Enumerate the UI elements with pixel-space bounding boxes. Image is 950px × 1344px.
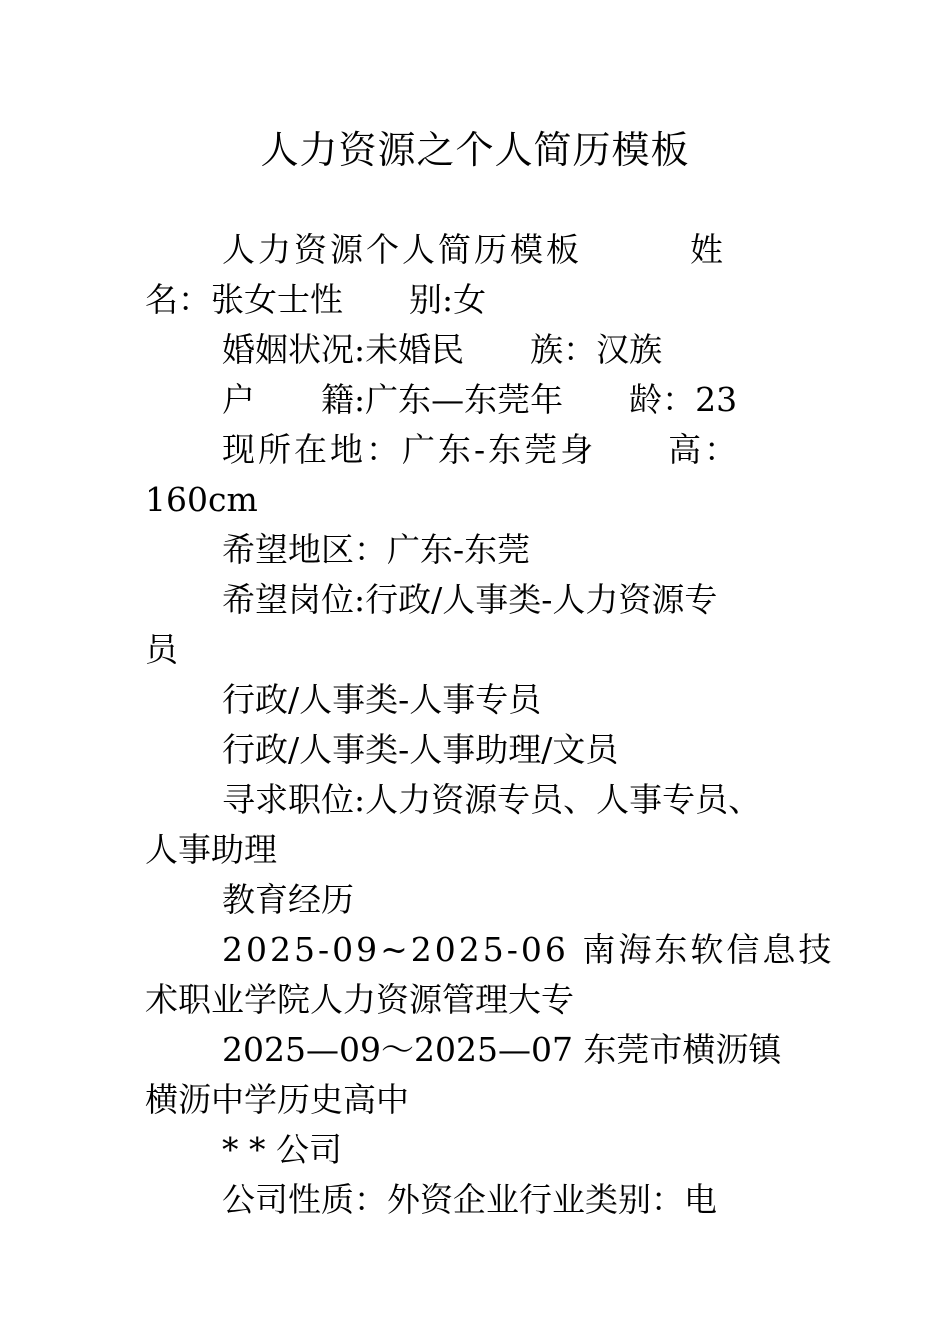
body-line: 2025—09～2025—07 东莞市横沥镇: [222, 1030, 782, 1069]
body-line: 2025-09~2025-06 南海东软信息技: [222, 930, 835, 969]
body-line: 希望地区：广东-东莞: [222, 530, 531, 569]
body-line: 户 籍:广东—东莞年 龄：23: [222, 380, 738, 419]
body-line: 员: [145, 630, 178, 669]
body-line: 术职业学院人力资源管理大专: [145, 980, 574, 1019]
body-line: 行政/人事类-人事专员: [222, 680, 542, 719]
body-line: 现所在地：广东-东莞身 高：: [222, 430, 741, 469]
body-line: 名：张女士性 别:女: [145, 280, 487, 319]
body-line: 希望岗位:行政/人事类-人力资源专: [222, 580, 718, 619]
body-line: 行政/人事类-人事助理/文员: [222, 730, 619, 769]
body-line: 160cm: [145, 480, 258, 519]
document-title: 人力资源之个人简历模板: [260, 128, 690, 172]
body-line: 人力资源个人简历模板 姓: [222, 230, 726, 269]
body-line: 公司性质：外资企业行业类别：电: [222, 1180, 717, 1219]
body-line: 横沥中学历史高中: [145, 1080, 409, 1119]
body-line: * * 公司: [222, 1130, 342, 1169]
body-line: 寻求职位:人力资源专员、人事专员、: [222, 780, 762, 819]
body-line: 婚姻状况:未婚民 族：汉族: [222, 330, 663, 369]
body-line: 人事助理: [145, 830, 277, 869]
section-heading: 教育经历: [222, 880, 354, 919]
